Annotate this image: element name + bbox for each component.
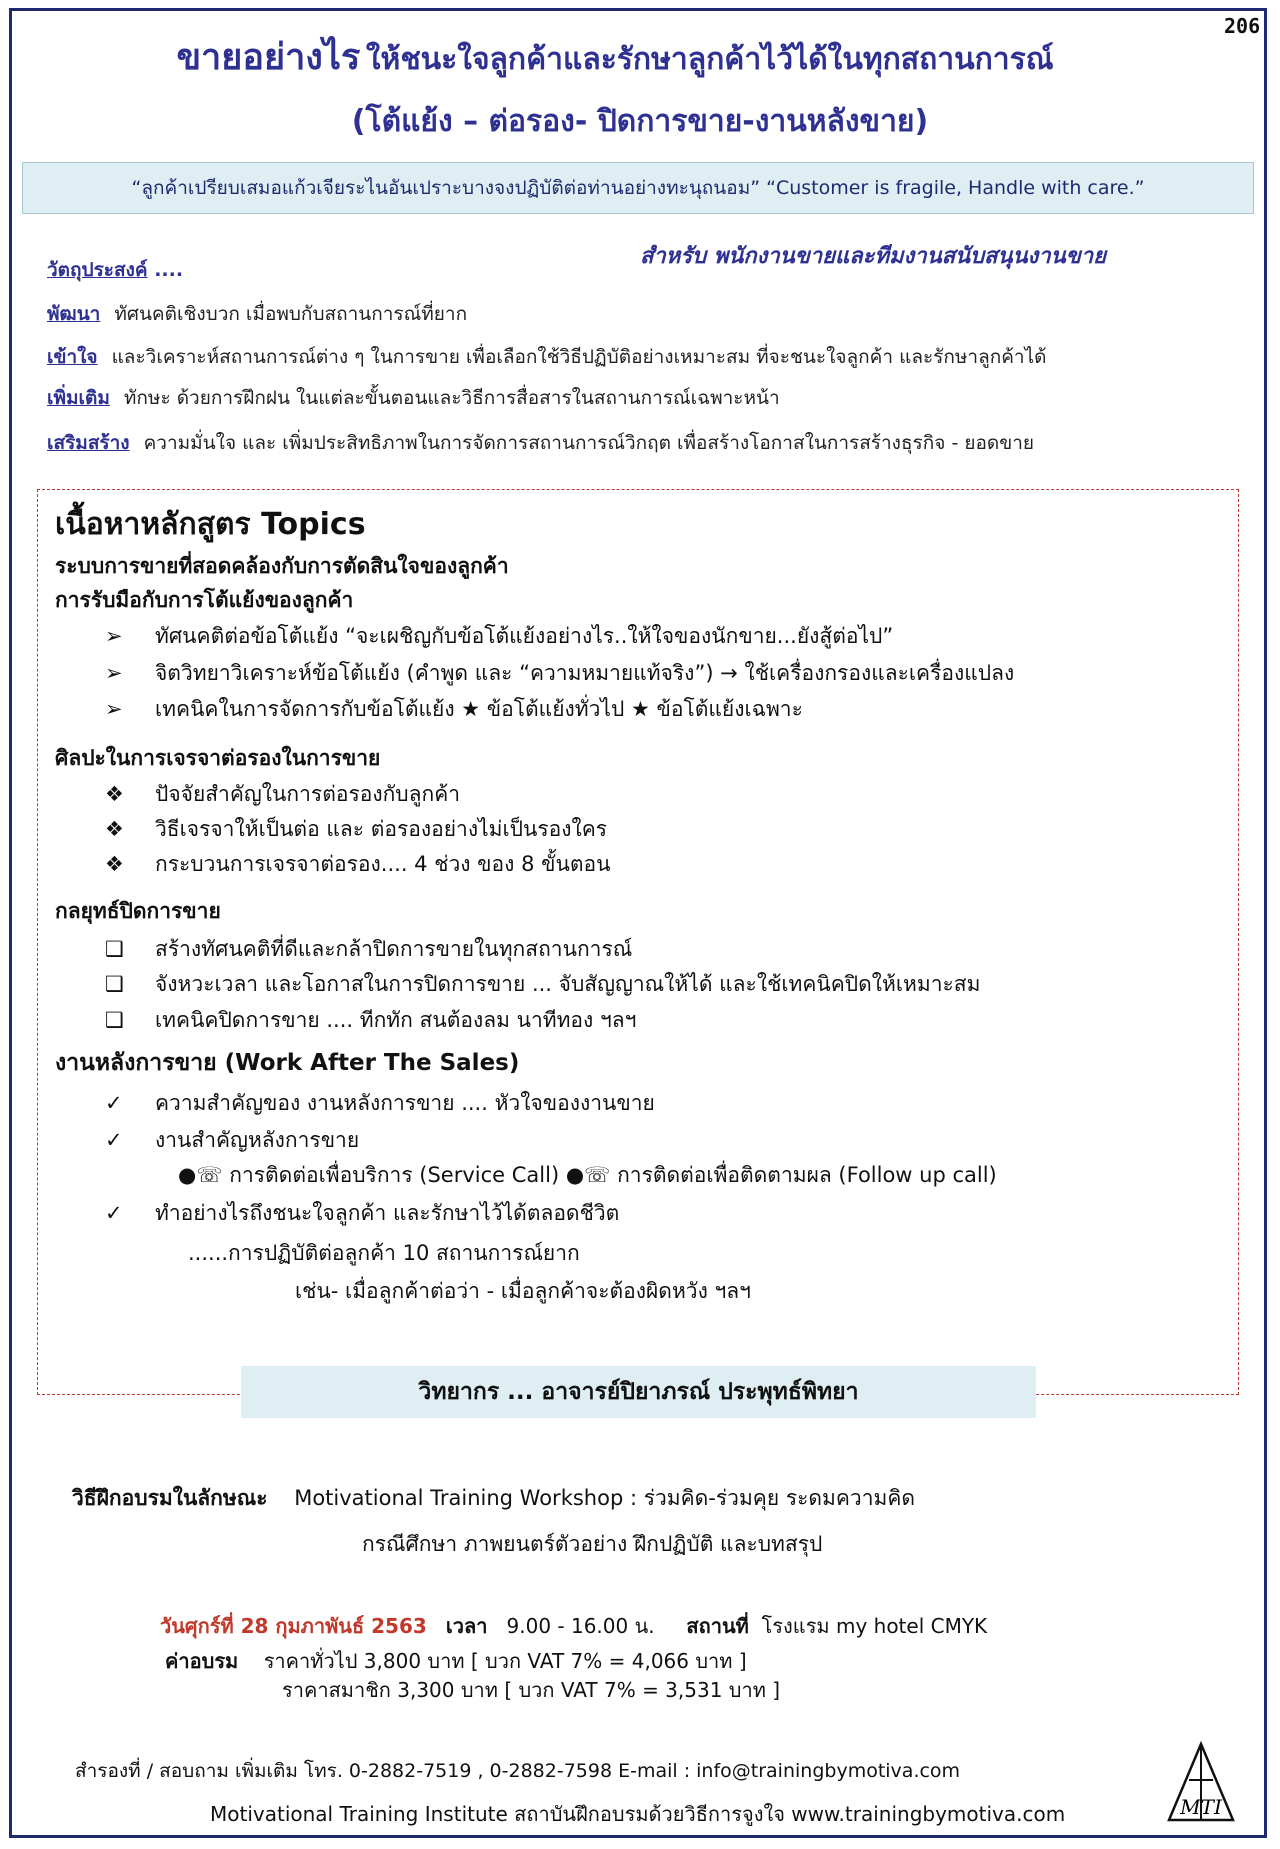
topic-section: ระบบการขายที่สอดคล้องกับการตัดสินใจของลูกค้า bbox=[55, 554, 509, 578]
list-item: ➢ ทัศนคติต่อข้อโต้แย้ง “จะเผชิญกับข้อโต้แย้งอย่างไร..ให้ใจของนักขาย...ยังสู้ต่อไป” bbox=[105, 624, 894, 648]
schedule-line bbox=[160, 1610, 987, 1642]
topic-section: กลยุทธ์ปิดการขาย bbox=[55, 899, 221, 923]
examples-text: เช่น- เมื่อลูกค้าต่อว่า - เมื่อลูกค้าจะต้องผิดหวัง ฯลฯ bbox=[295, 1279, 751, 1303]
event-time: 9.00 - 16.00 น. bbox=[506, 1614, 655, 1638]
list-item: ➢ จิตวิทยาวิเคราะห์ข้อโต้แย้ง (คำพูด และ “ความหมายแท้จริง”) → ใช้เครื่องกรองและเครื่องแปลง bbox=[105, 661, 1015, 685]
list-item: ❖ วิธีเจรจาให้เป็นต่อ และ ต่อรองอย่างไม่เป็นรองใคร bbox=[105, 817, 608, 841]
objective-row: เสริมสร้าง ความมั่นใจ และ เพิ่มประสิทธิภาพในการจัดการสถานการณ์วิกฤต เพื่อสร้างโอกาสในการสร้างธุรกิจ - ยอดขาย bbox=[47, 432, 1035, 454]
checkbox-bullet-icon: ❑ bbox=[105, 972, 124, 996]
checkbox-bullet-icon: ❑ bbox=[105, 1008, 124, 1032]
objectives-label: วัตถุประสงค์ .... bbox=[47, 259, 184, 281]
situations-text: ......การปฏิบัติต่อลูกค้า 10 สถานการณ์ยาก bbox=[188, 1241, 580, 1265]
fee-general: ค่าอบรม ราคาทั่วไป 3,800 บาท [ บวก VAT 7% = 4,066 บาท ] bbox=[165, 1649, 747, 1673]
list-item: ❖ ปัจจัยสำคัญในการต่อรองกับลูกค้า bbox=[105, 782, 461, 806]
footer-line: Motivational Training Institute สถาบันฝึกอบรมด้วยวิธีการจูงใจ www.trainingbymotiva.com bbox=[210, 1802, 1066, 1826]
checkmark-icon: ✓ bbox=[105, 1201, 123, 1225]
diamond-bullet-icon: ❖ bbox=[105, 817, 124, 841]
objective-row: เพิ่มเติม ทักษะ ด้วยการฝึกฝน ในแต่ละขั้นตอนและวิธีการสื่อสารในสถานการณ์เฉพาะหน้า bbox=[47, 387, 780, 409]
event-date: วันศุกร์ที่ 28 กุมภาพันธ์ 2563 bbox=[160, 1614, 427, 1638]
logo-text: MTI bbox=[1180, 1795, 1222, 1819]
quote-box: “ลูกค้าเปรียบเสมอแก้วเจียระไนอันเปราะบางจงปฏิบัติต่อท่านอย่างทะนุถนอม” “Customer is fragile, Handle with care.” bbox=[22, 162, 1254, 214]
list-item: ❖ กระบวนการเจรจาต่อรอง.... 4 ช่วง ของ 8 ขั้นตอน bbox=[105, 852, 611, 876]
audience-text: สำหรับ พนักงานขายและทีมงานสนับสนุนงานขาย bbox=[640, 244, 1106, 269]
checkbox-bullet-icon: ❑ bbox=[105, 937, 124, 961]
list-item: ➢ เทคนิคในการจัดการกับข้อโต้แย้ง ★ ข้อโต้แย้งทั่วไป ★ ข้อโต้แย้งเฉพาะ bbox=[105, 697, 803, 721]
page-title bbox=[40, 28, 1190, 85]
event-venue: โรงแรม my hotel CMYK bbox=[761, 1614, 988, 1638]
arrow-bullet-icon: ➢ bbox=[105, 661, 123, 685]
title-main: ขายอย่างไร bbox=[176, 37, 361, 78]
contact-line: สำรองที่ / สอบถาม เพิ่มเติม โทร. 0-2882-7519 , 0-2882-7598 E-mail : info@trainingbymotiva.com bbox=[75, 1760, 961, 1782]
page-subtitle: (โต้แย้ง – ต่อรอง- ปิดการขาย-งานหลังขาย) bbox=[351, 104, 929, 139]
objective-row: พัฒนา ทัศนคติเชิงบวก เมื่อพบกับสถานการณ์ที่ยาก bbox=[47, 303, 468, 325]
list-item: ❑ เทคนิคปิดการขาย .... ทีกทัก สนต้องลม นาทีทอง ฯลฯ bbox=[105, 1008, 637, 1032]
instructor-box: วิทยากร ... อาจารย์ปิยาภรณ์ ประพุทธ์พิทยา bbox=[241, 1366, 1036, 1418]
method-line2: กรณีศึกษา ภาพยนตร์ตัวอย่าง ฝึกปฏิบัติ และบทสรุป bbox=[362, 1532, 823, 1556]
topic-section: ศิลปะในการเจรจาต่อรองในการขาย bbox=[55, 746, 381, 770]
page-number: 206 bbox=[1224, 14, 1261, 38]
diamond-bullet-icon: ❖ bbox=[105, 782, 124, 806]
call-types: ●☏ การติดต่อเพื่อบริการ (Service Call) ●☏ การติดต่อเพื่อติดตามผล (Follow up call) bbox=[178, 1163, 997, 1187]
list-item: ❑ จังหวะเวลา และโอกาสในการปิดการขาย ... จับสัญญาณให้ได้ และใช้เทคนิคปิดให้เหมาะสม bbox=[105, 972, 981, 996]
checkmark-icon: ✓ bbox=[105, 1091, 123, 1115]
checkmark-icon: ✓ bbox=[105, 1128, 123, 1152]
time-label: เวลา bbox=[445, 1614, 488, 1638]
list-item: ✓ งานสำคัญหลังการขาย bbox=[105, 1128, 360, 1152]
list-item: ✓ ความสำคัญของ งานหลังการขาย .... หัวใจของงานขาย bbox=[105, 1091, 655, 1115]
fee-member: ราคาสมาชิก 3,300 บาท [ บวก VAT 7% = 3,531 บาท ] bbox=[282, 1678, 781, 1702]
arrow-bullet-icon: ➢ bbox=[105, 697, 123, 721]
topics-heading: เนื้อหาหลักสูตร Topics bbox=[55, 507, 366, 542]
list-item: ❑ สร้างทัศนคติที่ดีและกล้าปิดการขายในทุกสถานการณ์ bbox=[105, 937, 633, 961]
mti-logo bbox=[1165, 1740, 1237, 1826]
venue-label: สถานที่ bbox=[686, 1614, 749, 1638]
topic-section: งานหลังการขาย (Work After The Sales) bbox=[55, 1050, 520, 1076]
topic-section: การรับมือกับการโต้แย้งของลูกค้า bbox=[55, 588, 354, 612]
arrow-bullet-icon: ➢ bbox=[105, 624, 123, 648]
list-item: ✓ ทำอย่างไรถึงชนะใจลูกค้า และรักษาไว้ได้ตลอดชีวิต bbox=[105, 1201, 620, 1225]
objective-row: เข้าใจ และวิเคราะห์สถานการณ์ต่าง ๆ ในการขาย เพื่อเลือกใช้วิธีปฏิบัติอย่างเหมาะสม ที่จะชนะใจลูกค้า และรักษาลูกค้าได้ bbox=[47, 346, 1047, 368]
diamond-bullet-icon: ❖ bbox=[105, 852, 124, 876]
method-line1: วิธีฝึกอบรมในลักษณะ Motivational Training Workshop : ร่วมคิด-ร่วมคุย ระดมความคิด bbox=[72, 1486, 916, 1510]
title-rest: ให้ชนะใจลูกค้าและรักษาลูกค้าไว้ได้ในทุกสถานการณ์ bbox=[365, 42, 1054, 77]
